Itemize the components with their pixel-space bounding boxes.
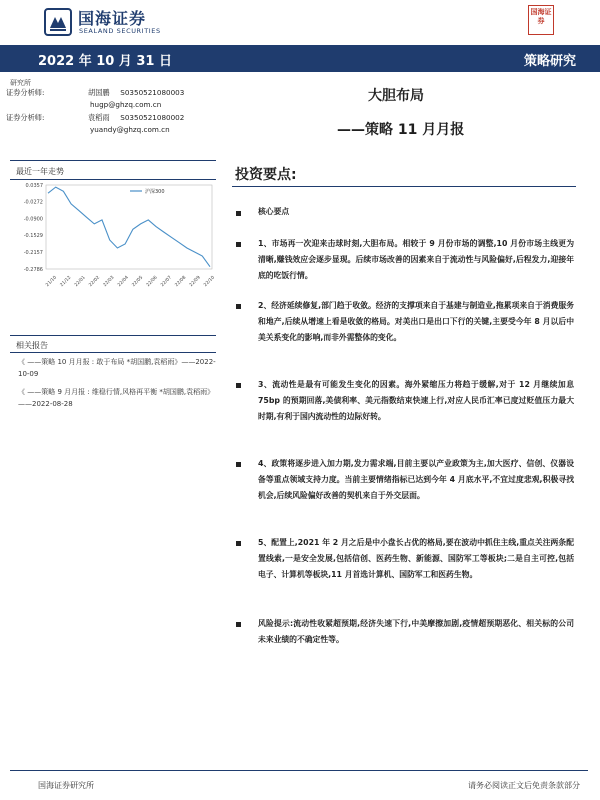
core-heading: 核心要点	[258, 207, 290, 216]
y-tick-label: -0.0900	[23, 216, 43, 223]
bullet-icon	[236, 242, 241, 247]
series-line-hs300	[48, 187, 210, 267]
logo-text-cn: 国海证券	[78, 9, 147, 28]
point-paragraph: 5、配置上,2021 年 2 月之后是中小盘长占优的格局,要在波动中抓住主线,重点关注两条配置线索,一是安全发展,包括信创、医药生物、新能源、国防军工等板块;二是自主可控,包括电子、计算机等板块,11 月首选计算机、国防军工和医药生物。	[258, 538, 574, 579]
related-report-link[interactable]: 《 ——策略 10 月月报 : 敢于布局 *胡国鹏,袁稻雨》——2022-10-09	[18, 358, 216, 378]
x-tick-label: 22/07	[160, 275, 173, 288]
bullet-icon	[236, 304, 241, 309]
divider	[10, 160, 216, 161]
invest-title: 投资要点:	[235, 167, 297, 183]
logo-mark-icon	[44, 8, 72, 36]
x-tick-label: 22/08	[174, 275, 188, 288]
header-banner	[0, 45, 600, 72]
y-tick-label: 0.0357	[25, 183, 43, 189]
bullet-icon	[236, 622, 241, 627]
point-paragraph: 2、经济延续修复,部门趋于收敛。经济的支撑项来自于基建与制造业,拖累项来自于消费服务和地产,后续从增速上看是收敛的格局。对美出口是出口下行的关键,主要受今年 8 月以后中美关系变化的影响,而非外需整体的变化。	[258, 301, 574, 342]
x-tick-label: 22/04	[117, 275, 130, 288]
analyst-cert: S0350521080003	[120, 88, 185, 97]
footer-divider	[10, 770, 588, 771]
analyst-name: 胡国鹏	[88, 88, 110, 97]
report-date: 2022 年 10 月 31 日	[38, 54, 172, 69]
report-type: 策略研究	[523, 54, 576, 69]
analyst-row	[6, 113, 184, 123]
point-paragraph: 1、市场再一次迎来击球时刻,大胆布局。相较于 9 月份市场的调整,10 月份市场主线更为清晰,赚钱效应会逐步显现。后续市场改善的因素来自于流动性与风险偏好,后程发力,迎接年底的吃饭行情。	[258, 239, 574, 280]
point-paragraph: 4、政策将逐步进入加力期,发力需求端,目前主要以产业政策为主,加大医疗、信创、仪器设备等重点领域支持力度。当前主要情绪指标已达到今年 4 月底水平,不宜过度悲观,积极寻找机会,后续风险偏好改善的契机来自于外交层面。	[258, 459, 574, 500]
x-tick-label: 22/06	[145, 275, 159, 288]
x-tick-label: 21/12	[59, 275, 73, 288]
footer-disclaimer: 请务必阅读正文后免责条款部分	[468, 781, 580, 790]
related-heading: 相关报告	[16, 341, 48, 350]
y-tick-label: -0.1529	[23, 233, 43, 240]
analyst-cert: S0350521080002	[120, 113, 185, 122]
company-logo	[44, 6, 194, 42]
x-tick-label: 22/01	[74, 275, 87, 288]
analyst-label: 证券分析师:	[6, 88, 45, 97]
point-paragraph: 3、流动性是最有可能发生变化的因素。海外紧缩压力将趋于缓解,对于 12 月继续加息 75bp 的预期回落,美债利率、美元指数结束快速上行,对应人民币汇率已度过贬值压力最大时期,有利于国内流动性的边际好转。	[258, 380, 574, 421]
x-tick-label: 22/02	[88, 275, 102, 288]
x-tick-label: 22/09	[188, 275, 202, 288]
plot-area-frame	[46, 185, 212, 269]
y-tick-label: -0.2157	[23, 249, 43, 256]
bullet-icon	[236, 383, 241, 388]
x-tick-label: 22/10	[203, 275, 216, 288]
analyst-row	[6, 88, 184, 98]
risk-warning: 风险提示:流动性收紧超预期,经济失速下行,中美摩擦加剧,疫情超预期恶化、相关标的公司未来业绩的不确定性等。	[258, 619, 574, 644]
bullet-icon	[236, 462, 241, 467]
bullet-icon	[236, 211, 241, 216]
divider	[10, 179, 216, 180]
divider	[10, 352, 216, 353]
x-tick-label: 21/10	[45, 275, 58, 288]
report-subtitle: ——策略 11 月月报	[337, 122, 465, 138]
logo-text-en: SEALAND SECURITIES	[79, 27, 161, 35]
analyst-email[interactable]: yuandy@ghzq.com.cn	[90, 125, 170, 134]
x-tick-label: 22/05	[131, 275, 145, 288]
analyst-department: 研究所	[10, 79, 31, 87]
trend-line-chart	[12, 183, 216, 288]
footer-org: 国海证券研究所	[38, 781, 94, 790]
company-seal: 国海证券	[528, 5, 554, 35]
divider	[232, 186, 576, 187]
report-title: 大胆布局	[368, 88, 424, 104]
related-report-link[interactable]: 《 ——策略 9 月月报 : 维稳行情,风格再平衡 *胡国鹏,袁稻雨》——2022-08-28	[18, 388, 215, 408]
bullet-icon	[236, 541, 241, 546]
analyst-name: 袁稻雨	[88, 113, 110, 122]
legend-label: 沪深300	[145, 189, 165, 195]
analyst-email[interactable]: hugp@ghzq.com.cn	[90, 100, 162, 109]
y-tick-label: -0.2786	[23, 266, 43, 273]
y-tick-label: -0.0272	[23, 199, 43, 206]
trend-heading: 最近一年走势	[16, 167, 64, 176]
x-tick-label: 22/03	[102, 275, 116, 288]
analyst-label: 证券分析师:	[6, 113, 45, 122]
divider	[10, 335, 216, 336]
